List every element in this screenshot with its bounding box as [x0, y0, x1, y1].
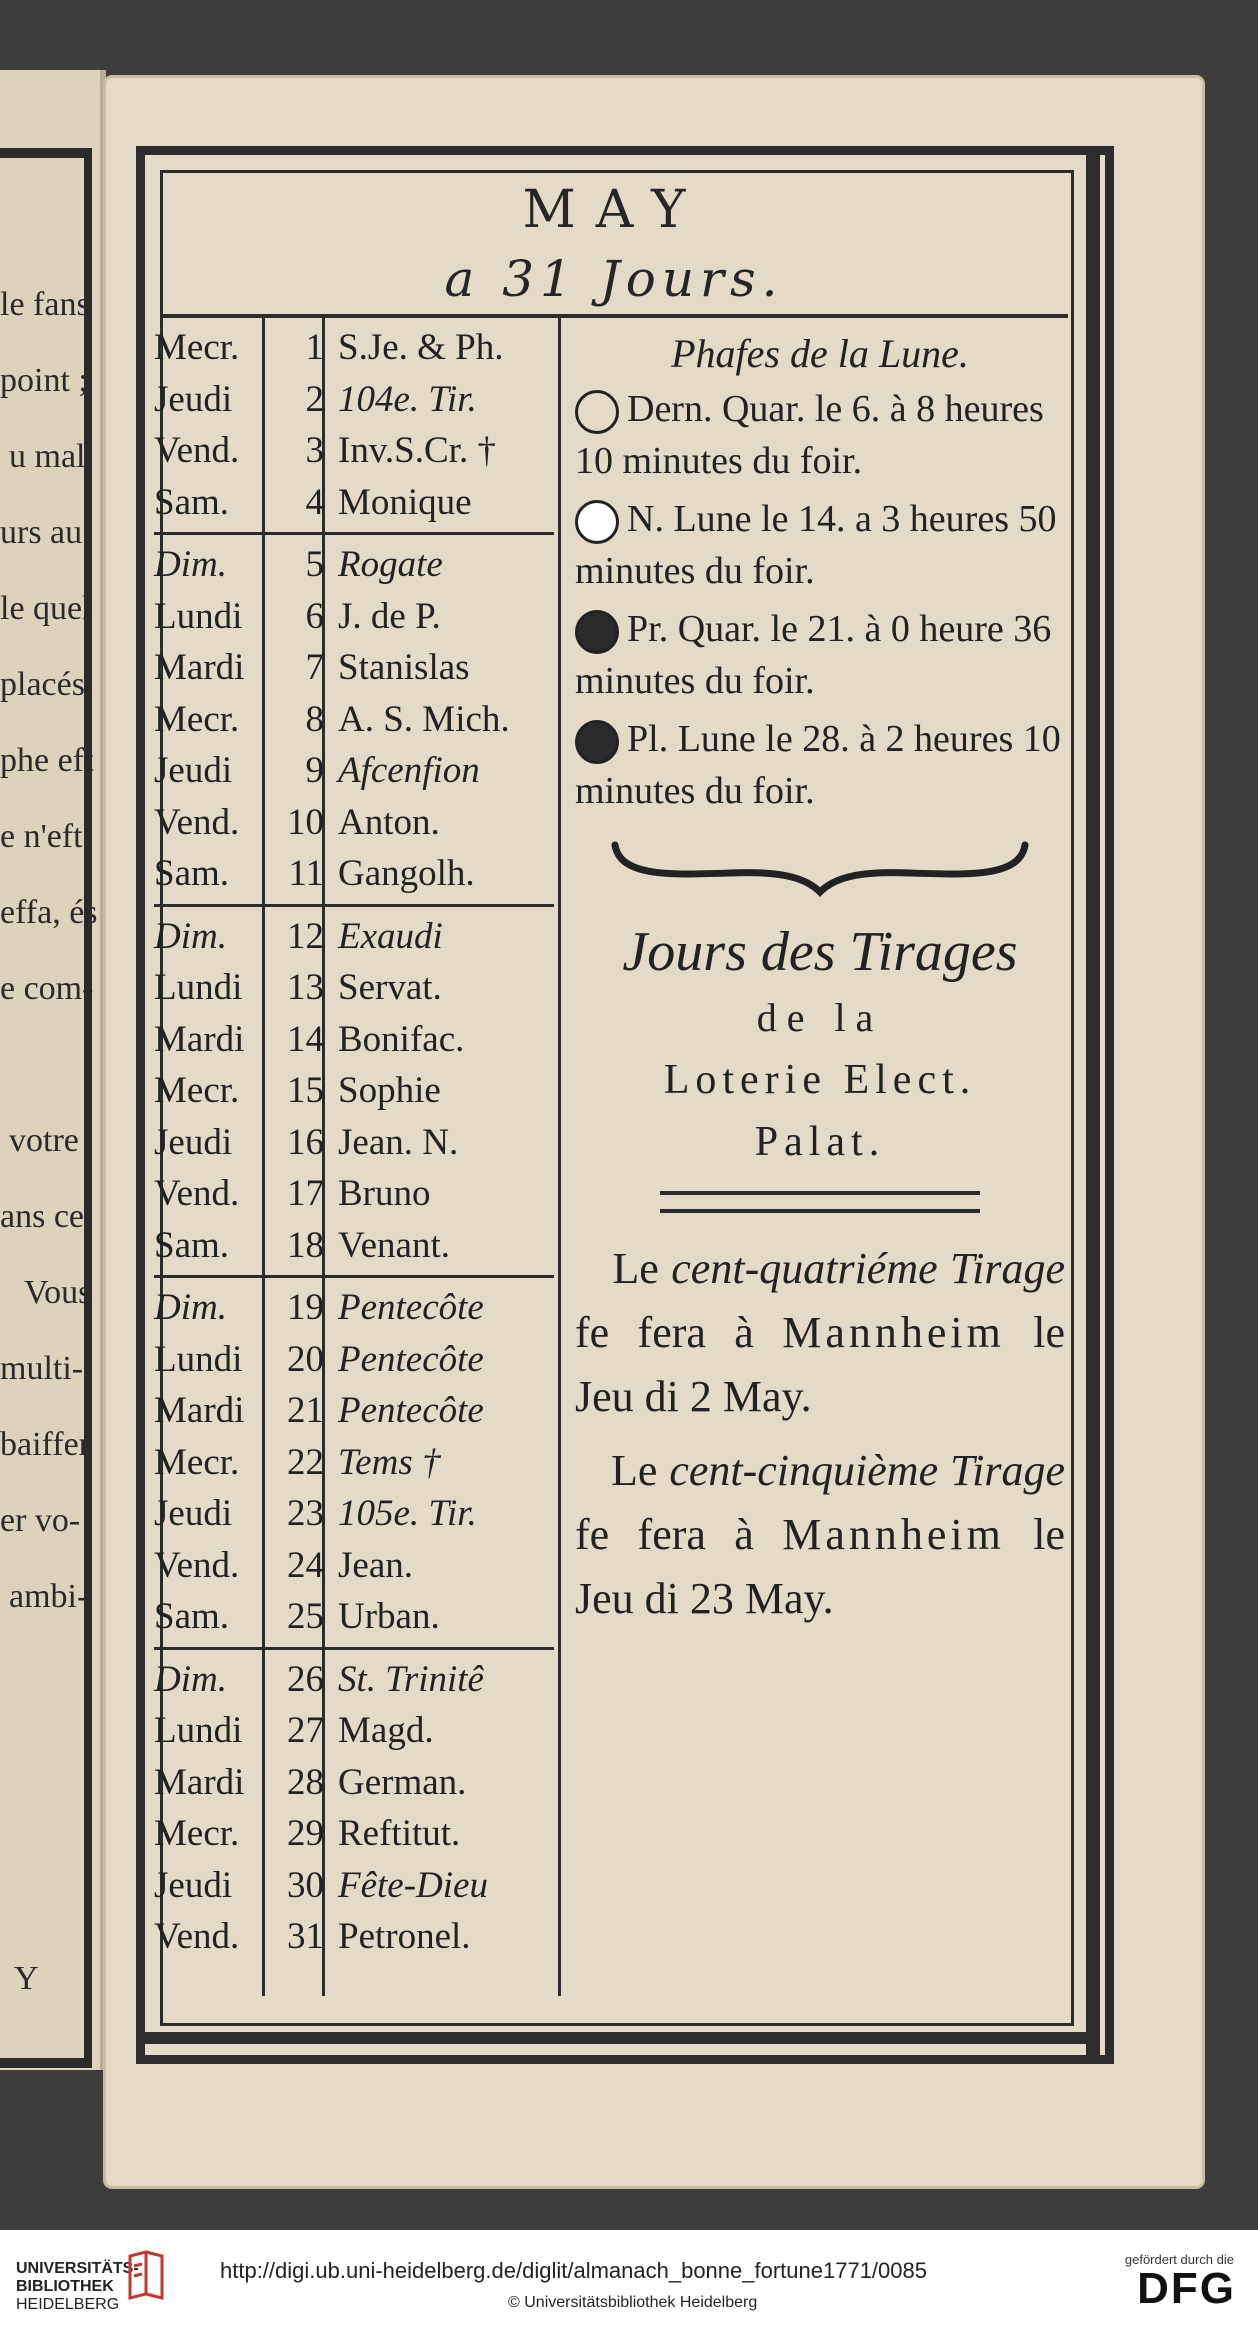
saint-name: Stanislas: [338, 647, 470, 689]
saint-name: Rogate: [338, 544, 443, 586]
left-page-fragment: multi-: [0, 1350, 84, 1387]
day-number: 20: [287, 1338, 324, 1380]
saint-name: 104e. Tir.: [338, 378, 477, 420]
frame-shadow-bottom: [136, 2032, 1096, 2044]
moon-phase-text: Pr. Quar. le 21. à 0 heure 36 minutes du foir.: [575, 608, 1052, 702]
calendar-row: [150, 694, 560, 746]
day-name: Mecr.: [154, 1441, 240, 1483]
calendar-row: [150, 1168, 560, 1220]
p1-a: Le: [612, 1244, 659, 1293]
phases-list: [575, 383, 1065, 817]
day-name: Sam.: [154, 853, 230, 895]
moon-phase-entry: [575, 383, 1065, 487]
day-number: 13: [287, 967, 324, 1009]
p1-d: fe fera à: [575, 1308, 754, 1357]
left-page-fragment: ans ce: [0, 1198, 85, 1235]
calendar-row: [150, 1437, 560, 1489]
saint-name: A. S. Mich.: [338, 698, 510, 740]
saint-name: Inv.S.Cr. †: [338, 430, 496, 472]
day-number: 18: [287, 1224, 324, 1266]
moon-phase-entry: [575, 493, 1065, 597]
day-name: Dim.: [154, 1658, 227, 1700]
day-number: 30: [287, 1864, 324, 1906]
day-name: Sam.: [154, 1596, 230, 1638]
library-line3: HEIDELBERG: [16, 2296, 120, 2313]
day-name: Jeudi: [154, 378, 233, 420]
moon-phase-text: Dern. Quar. le 6. à 8 heures 10 minutes du foir.: [575, 388, 1044, 482]
library-logo-text: [16, 2260, 139, 2314]
calendar-row: [150, 1488, 560, 1540]
saint-name: Anton.: [338, 801, 440, 843]
day-number: 2: [305, 378, 324, 420]
day-number: 15: [287, 1070, 324, 1112]
day-number: 11: [288, 853, 324, 895]
saint-name: Magd.: [338, 1710, 434, 1752]
day-name: Mardi: [154, 647, 245, 689]
saint-name: Sophie: [338, 1070, 441, 1112]
saint-name: Reftitut.: [338, 1813, 461, 1855]
calendar-row: [150, 797, 560, 849]
day-name: Mardi: [154, 1761, 245, 1803]
day-number: 21: [287, 1390, 324, 1432]
saint-name: Afcenfion: [338, 750, 480, 792]
saint-name: Bonifac.: [338, 1018, 465, 1060]
calendar-row: [150, 1334, 560, 1386]
week-rule: [154, 532, 554, 535]
day-name: Dim.: [154, 544, 227, 586]
saint-name: Bruno: [338, 1173, 431, 1215]
moon-phase-entry: [575, 713, 1065, 817]
saint-name: Jean.: [338, 1544, 413, 1586]
p2-c: Tirage: [950, 1446, 1065, 1495]
day-name: Mardi: [154, 1390, 245, 1432]
week-rule: [154, 1647, 554, 1650]
day-name: Mecr.: [154, 1070, 240, 1112]
left-page-fragment: baiffer: [0, 1426, 90, 1463]
day-number: 12: [287, 915, 324, 957]
calendar-row: [150, 745, 560, 797]
draw-paragraph-2: [575, 1439, 1065, 1631]
saint-name: Gangolh.: [338, 853, 475, 895]
copyright: © Universitätsbibliothek Heidelberg: [508, 2294, 758, 2311]
p2-f: le Jeu di 23 May.: [575, 1510, 1066, 1623]
p2-a: Le: [610, 1446, 658, 1495]
calendar-week: [150, 904, 560, 1272]
day-name: Jeudi: [154, 1493, 233, 1535]
saint-name: Jean. N.: [338, 1121, 459, 1163]
left-page-fragment: le quel: [0, 590, 92, 627]
left-page-fragment: er vo-: [0, 1502, 81, 1539]
day-name: Lundi: [154, 967, 243, 1009]
calendar-row: [150, 962, 560, 1014]
library-emblem-icon: [126, 2250, 166, 2300]
calendar-row: [150, 1654, 560, 1706]
day-number: 16: [287, 1121, 324, 1163]
moon-phase-text: N. Lune le 14. a 3 heures 50 minutes du foir.: [575, 498, 1057, 592]
frame-shadow-right: [1086, 146, 1100, 2056]
saint-name: German.: [338, 1761, 467, 1803]
left-page-fragment: Y: [14, 1960, 39, 1997]
day-number: 6: [305, 595, 324, 637]
day-number: 5: [305, 544, 324, 586]
day-name: Jeudi: [154, 1864, 233, 1906]
calendar: [150, 322, 560, 1963]
day-name: Mecr.: [154, 327, 240, 369]
day-name: Lundi: [154, 1710, 243, 1752]
saint-name: Venant.: [338, 1224, 450, 1266]
p2-d: fe fera à: [575, 1510, 754, 1559]
calendar-row: [150, 539, 560, 591]
day-number: 7: [305, 647, 324, 689]
draw-paragraph-1: [575, 1237, 1065, 1429]
calendar-row: [150, 1065, 560, 1117]
new-moon-icon: [575, 500, 619, 544]
saint-name: Exaudi: [338, 915, 443, 957]
left-page-fragment: votre: [9, 1122, 79, 1159]
day-number: 19: [287, 1287, 324, 1329]
funded-by: gefördert durch die: [1124, 2252, 1234, 2267]
day-number: 31: [287, 1916, 324, 1958]
calendar-week: [150, 1275, 560, 1643]
p1-b: cent-quatriéme: [671, 1244, 938, 1293]
day-number: 28: [287, 1761, 324, 1803]
ornament-brace-icon: [610, 837, 1030, 897]
calendar-row: [150, 1911, 560, 1963]
saint-name: St. Trinitê: [338, 1658, 484, 1700]
day-number: 3: [305, 430, 324, 472]
saint-name: Urban.: [338, 1596, 440, 1638]
day-number: 27: [287, 1710, 324, 1752]
calendar-row: [150, 1808, 560, 1860]
calendar-row: [150, 374, 560, 426]
week-rule: [154, 904, 554, 907]
left-page-fragment: Vous: [24, 1274, 92, 1311]
day-name: Dim.: [154, 915, 227, 957]
day-number: 4: [305, 481, 324, 523]
calendar-week: [150, 1647, 560, 1963]
calendar-week: [150, 532, 560, 900]
day-number: 23: [287, 1493, 324, 1535]
calendar-row: [150, 911, 560, 963]
calendar-row: [150, 1540, 560, 1592]
library-line1: UNIVERSITÄTS-: [16, 2260, 139, 2277]
calendar-row: [150, 1385, 560, 1437]
left-page-fragment: point ;: [0, 362, 88, 399]
library-line2: BIBLIOTHEK: [16, 2278, 114, 2295]
day-name: Jeudi: [154, 1121, 233, 1163]
calendar-row: [150, 642, 560, 694]
day-name: Jeudi: [154, 750, 233, 792]
day-number: 29: [287, 1813, 324, 1855]
p1-e: Mannheim: [782, 1308, 1005, 1357]
left-page-frame: [0, 148, 92, 2068]
lottery-line1: Loterie Elect.: [663, 1057, 977, 1103]
day-name: Mecr.: [154, 698, 240, 740]
saint-name: J. de P.: [338, 595, 441, 637]
saint-name: Petronel.: [338, 1916, 471, 1958]
calendar-row: [150, 1705, 560, 1757]
right-column: [575, 330, 1065, 1631]
p1-c: Tirage: [950, 1244, 1066, 1293]
saint-name: Servat.: [338, 967, 442, 1009]
saint-name: Pentecôte: [338, 1338, 484, 1380]
day-name: Vend.: [154, 801, 240, 843]
calendar-row: [150, 1860, 560, 1912]
day-number: 10: [287, 801, 324, 843]
saint-name: Fête-Dieu: [338, 1864, 488, 1906]
left-page-fragment: ambi-: [9, 1578, 89, 1615]
left-page-fragment: e n'eft: [0, 818, 83, 855]
calendar-row: [150, 848, 560, 900]
calendar-row: [150, 1014, 560, 1066]
day-name: Vend.: [154, 1173, 240, 1215]
month-title: MAY: [522, 180, 706, 240]
day-name: Lundi: [154, 1338, 243, 1380]
left-page-fragment: urs au: [0, 514, 83, 551]
day-name: Lundi: [154, 595, 243, 637]
saint-name: 105e. Tir.: [338, 1493, 477, 1535]
day-name: Mardi: [154, 1018, 245, 1060]
calendar-row: [150, 477, 560, 529]
day-number: 1: [305, 327, 324, 369]
saint-name: Pentecôte: [338, 1287, 484, 1329]
left-page-fragment: e com-: [0, 970, 94, 1007]
saint-name: Pentecôte: [338, 1390, 484, 1432]
day-name: Vend.: [154, 430, 240, 472]
calendar-week: [150, 322, 560, 528]
left-page-fragment: u mal: [9, 438, 86, 475]
day-name: Vend.: [154, 1916, 240, 1958]
day-number: 25: [287, 1596, 324, 1638]
p2-b: cent-cinquième: [669, 1446, 939, 1495]
day-name: Vend.: [154, 1544, 240, 1586]
last-quarter-icon: [575, 390, 619, 434]
day-number: 9: [305, 750, 324, 792]
month-days: a 31 Jours.: [444, 250, 784, 308]
day-number: 26: [287, 1658, 324, 1700]
calendar-row: [150, 322, 560, 374]
lottery-de-la: de la: [756, 995, 884, 1040]
calendar-row: [150, 425, 560, 477]
day-number: 14: [287, 1018, 324, 1060]
p2-e: Mannheim: [782, 1510, 1005, 1559]
day-number: 8: [305, 698, 324, 740]
dfg-logo: DFG: [1137, 2264, 1236, 2313]
day-name: Sam.: [154, 481, 230, 523]
p1-f: le Jeu di 2 May.: [575, 1308, 1066, 1421]
day-name: Dim.: [154, 1287, 227, 1329]
calendar-row: [150, 1220, 560, 1272]
lottery-line2: Palat.: [754, 1119, 886, 1165]
phases-title: Phafes de la Lune.: [671, 331, 969, 376]
calendar-row: [150, 1591, 560, 1643]
permalink-url[interactable]: http://digi.ub.uni-heidelberg.de/diglit/almanach_bonne_fortune1771/0085: [220, 2258, 927, 2283]
saint-name: Tems †: [338, 1441, 441, 1483]
calendar-row: [150, 1282, 560, 1334]
day-name: Sam.: [154, 1224, 230, 1266]
saint-name: S.Je. & Ph.: [338, 327, 504, 369]
left-page-fragment: phe eft: [0, 742, 94, 779]
day-number: 24: [287, 1544, 324, 1586]
moon-phase-entry: [575, 603, 1065, 707]
header-rule: [160, 314, 1068, 318]
first-quarter-icon: [575, 610, 619, 654]
moon-phase-text: Pl. Lune le 28. à 2 heures 10 minutes du foir.: [575, 718, 1061, 812]
week-rule: [154, 1275, 554, 1278]
left-page-fragment: le fans: [0, 286, 90, 323]
saint-name: Monique: [338, 481, 472, 523]
calendar-row: [150, 1757, 560, 1809]
day-name: Mecr.: [154, 1813, 240, 1855]
double-rule: [660, 1191, 980, 1213]
lottery-title: Jours des Tirages: [622, 921, 1018, 983]
left-page-fragment: effa, és: [0, 894, 98, 931]
calendar-row: [150, 591, 560, 643]
day-number: 17: [287, 1173, 324, 1215]
left-page-fragment: placés.: [0, 666, 94, 703]
day-number: 22: [287, 1441, 324, 1483]
calendar-row: [150, 1117, 560, 1169]
full-moon-icon: [575, 720, 619, 764]
